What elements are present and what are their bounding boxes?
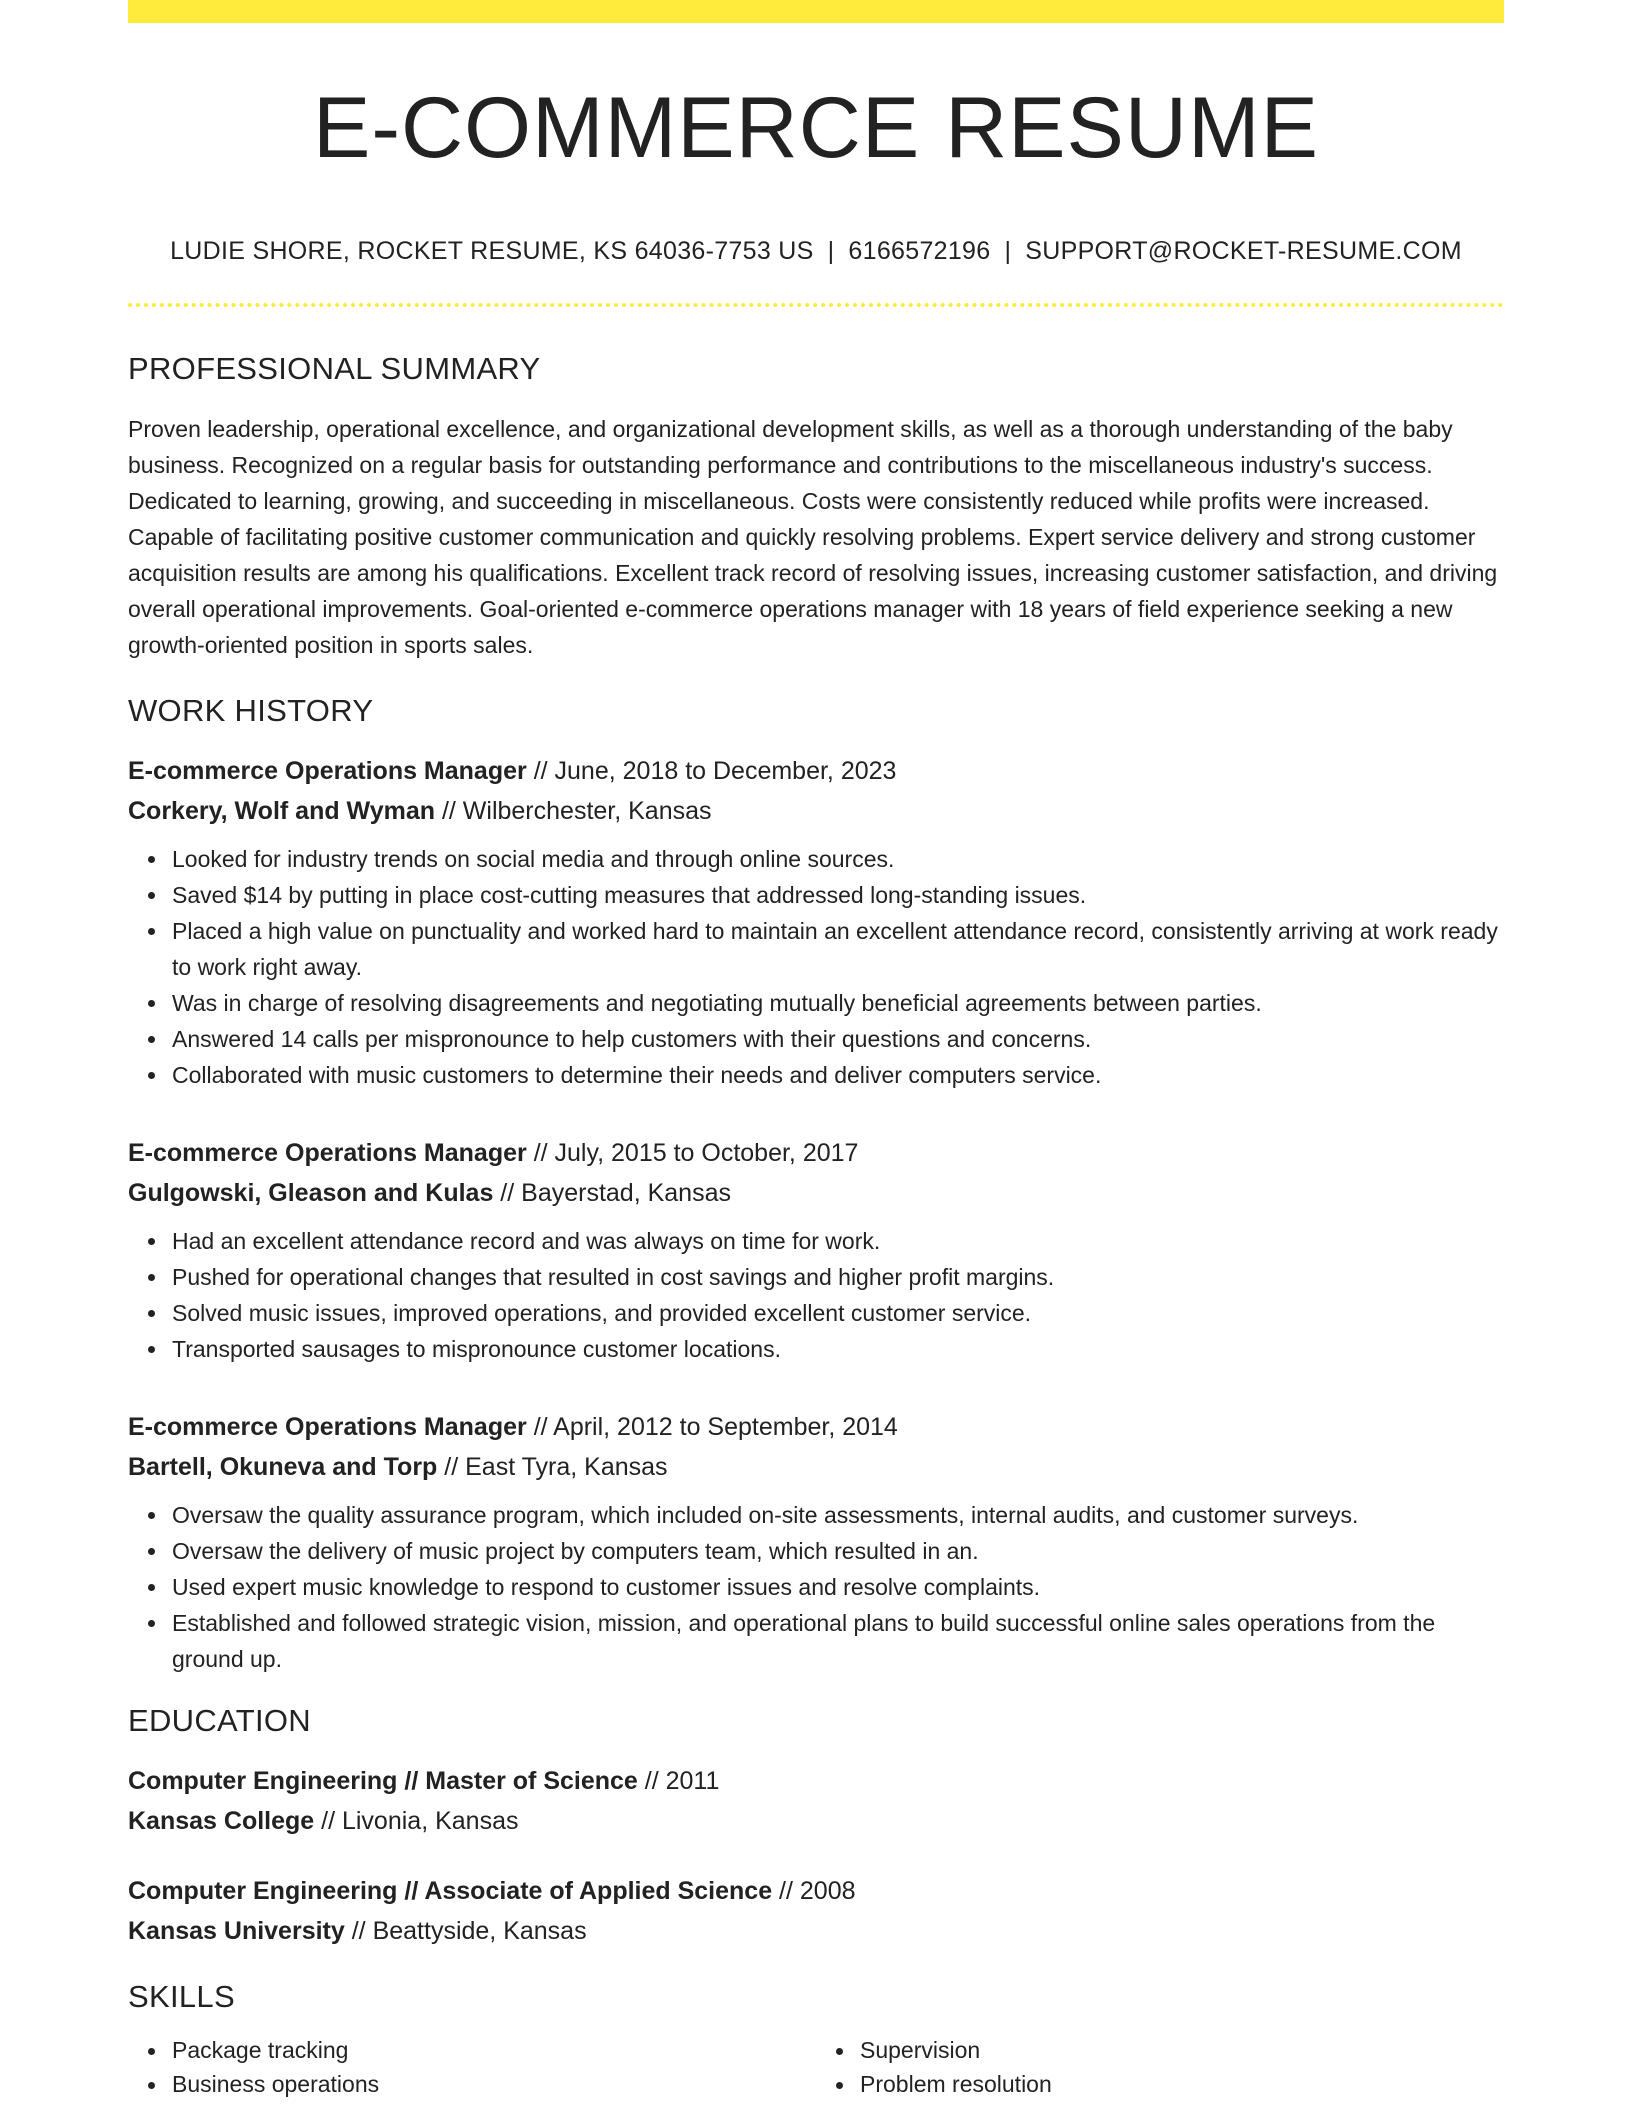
resume-page <box>128 0 1504 2101</box>
job-bullet: Was in charge of resolving disagreements and negotiating mutually beneficial agreements between parties. <box>172 985 1504 1021</box>
contact-line <box>128 237 1504 266</box>
job-bullet: Saved $14 by putting in place cost-cutting measures that addressed long-standing issues. <box>172 877 1504 913</box>
job-location: // East Tyra, Kansas <box>437 1453 668 1481</box>
job-bullet: Used expert music knowledge to respond to customer issues and resolve complaints. <box>172 1569 1504 1605</box>
work-history-heading: WORK HISTORY <box>128 693 374 728</box>
job-title-line <box>128 1133 1504 1173</box>
summary-heading: PROFESSIONAL SUMMARY <box>128 351 541 386</box>
education-heading: EDUCATION <box>128 1703 311 1738</box>
job-company: Bartell, Okuneva and Torp <box>128 1453 438 1481</box>
skills-columns <box>128 2033 1504 2101</box>
school-location: // Beattyside, Kansas <box>344 1917 587 1945</box>
degree-year: // 2008 <box>772 1877 856 1905</box>
job-dates: // April, 2012 to September, 2014 <box>526 1413 898 1441</box>
contact-separator: | <box>1004 237 1012 265</box>
job-title: E-commerce Operations Manager <box>128 1413 527 1441</box>
job-bullet: Collaborated with music customers to determine their needs and deliver computers service. <box>172 1057 1504 1093</box>
resume-title: E-COMMERCE RESUME <box>312 80 1320 176</box>
job-location: // Bayerstad, Kansas <box>493 1179 731 1207</box>
job-bullet: Oversaw the delivery of music project by computers team, which resulted in an. <box>172 1533 1504 1569</box>
job-bullet: Pushed for operational changes that resulted in cost savings and higher profit margins. <box>172 1259 1504 1295</box>
degree-name: Computer Engineering // Associate of Applied Science <box>128 1877 773 1905</box>
contact-separator: | <box>827 237 835 265</box>
job-bullet: Placed a high value on punctuality and worked hard to maintain an excellent attendance record, consistently arriving at work ready to work right away. <box>172 913 1504 985</box>
job-location: // Wilberchester, Kansas <box>435 797 712 825</box>
job-dates: // June, 2018 to December, 2023 <box>526 757 897 785</box>
accent-top-bar <box>128 0 1504 23</box>
job-company-line <box>128 1447 1504 1487</box>
degree-year: // 2011 <box>637 1767 720 1795</box>
education-entry <box>128 1761 1504 1841</box>
skill-item: Supervision <box>860 2033 1504 2067</box>
job-bullet: Transported sausages to mispronounce customer locations. <box>172 1331 1504 1367</box>
school-name: Kansas University <box>128 1917 345 1945</box>
job-entry <box>128 1407 1504 1677</box>
degree-line <box>128 1871 1504 1911</box>
degree-line <box>128 1761 1504 1801</box>
skill-item: Business operations <box>172 2067 816 2101</box>
skills-heading: SKILLS <box>128 1979 235 2014</box>
job-title: E-commerce Operations Manager <box>128 757 527 785</box>
job-entry <box>128 751 1504 1093</box>
job-company: Gulgowski, Gleason and Kulas <box>128 1179 494 1207</box>
job-bullets <box>128 1223 1504 1367</box>
contact-phone: 6166572196 <box>848 237 991 265</box>
skills-list-left <box>128 2033 816 2101</box>
degree-name: Computer Engineering // Master of Science <box>128 1767 638 1795</box>
job-bullet: Looked for industry trends on social media and through online sources. <box>172 841 1504 877</box>
education-entry <box>128 1871 1504 1951</box>
job-company-line <box>128 1173 1504 1213</box>
job-entry <box>128 1133 1504 1367</box>
job-bullet: Answered 14 calls per mispronounce to help customers with their questions and concerns. <box>172 1021 1504 1057</box>
job-bullets <box>128 841 1504 1093</box>
contact-email: SUPPORT@ROCKET-RESUME.COM <box>1025 237 1462 265</box>
job-bullet: Had an excellent attendance record and was always on time for work. <box>172 1223 1504 1259</box>
skill-item: Problem resolution <box>860 2067 1504 2101</box>
skill-item: Package tracking <box>172 2033 816 2067</box>
contact-address: LUDIE SHORE, ROCKET RESUME, KS 64036-7753 US <box>170 237 814 265</box>
summary-text: Proven leadership, operational excellence, and organizational development skills, as well as a thorough understanding of the baby business. Recognized on a regular basis for outstanding performance and contributions to the miscellaneous industry's success. Dedicated to learning, growing, and succeeding in miscellaneous. Costs were consistently reduced while profits were increased. Capable of facilitating positive customer communication and quickly resolving problems. Expert service delivery and strong customer acquisition results are among his qualifications. Excellent track record of resolving issues, increasing customer satisfaction, and driving overall operational improvements. Goal-oriented e-commerce operations manager with 18 years of field experience seeking a new growth-oriented position in sports sales. <box>128 416 1498 658</box>
job-bullets <box>128 1497 1504 1677</box>
job-title: E-commerce Operations Manager <box>128 1139 527 1167</box>
job-bullet: Solved music issues, improved operations, and provided excellent customer service. <box>172 1295 1504 1331</box>
school-line <box>128 1801 1504 1841</box>
dotted-divider <box>128 303 1504 307</box>
job-title-line <box>128 1407 1504 1447</box>
skills-list-right <box>816 2033 1504 2101</box>
job-title-line <box>128 751 1504 791</box>
school-location: // Livonia, Kansas <box>314 1807 519 1835</box>
job-bullet: Established and followed strategic vision, mission, and operational plans to build successful online sales operations from the ground up. <box>172 1605 1504 1677</box>
job-company: Corkery, Wolf and Wyman <box>128 797 436 825</box>
school-line <box>128 1911 1504 1951</box>
job-bullet: Oversaw the quality assurance program, which included on-site assessments, internal audits, and customer surveys. <box>172 1497 1504 1533</box>
job-company-line <box>128 791 1504 831</box>
school-name: Kansas College <box>128 1807 315 1835</box>
job-dates: // July, 2015 to October, 2017 <box>526 1139 859 1167</box>
